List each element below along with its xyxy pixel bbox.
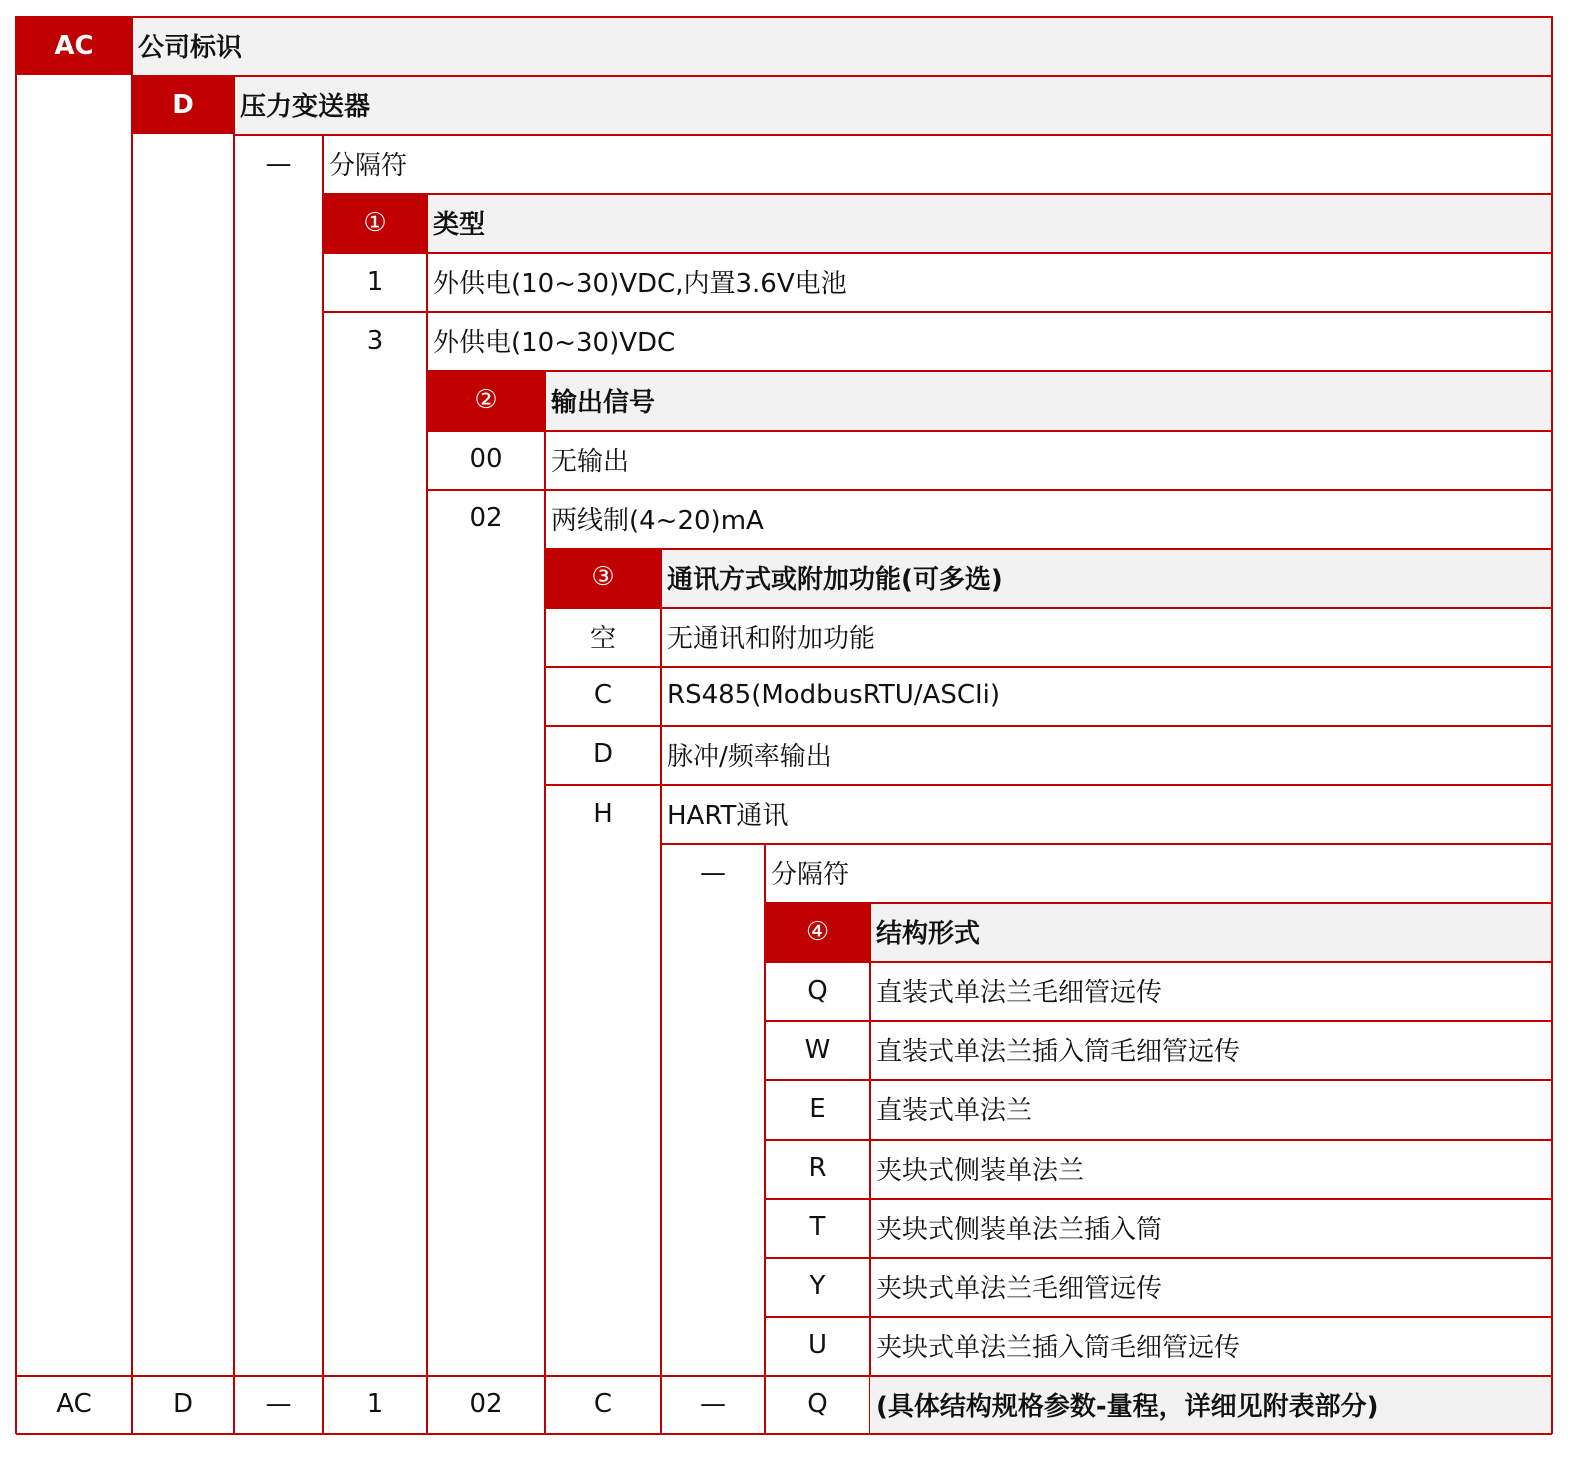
section-code: D [132,75,234,134]
grid-line [426,370,428,1374]
grid-line [544,548,546,1375]
grid-line [869,1079,871,1138]
option-code: 3 [366,325,384,356]
grid-line [233,75,235,134]
grid-line [323,252,1552,254]
option-code: Y [809,1271,826,1302]
option-code: U [807,1330,828,1361]
grid-line [323,311,1552,313]
option-desc: RS485(ModbusRTU/ASCIi) [667,680,1001,711]
example-code: — [700,1389,726,1420]
option-code: Q [807,975,828,1006]
grid-line [427,430,1552,432]
grid-line [1551,16,1553,1434]
example-code: C [593,1389,613,1420]
example-code: D [172,1389,194,1420]
option-code: D [592,739,614,770]
section-title: 输出信号 [545,370,1552,429]
grid-line [427,489,1552,491]
grid-line [545,607,1552,609]
option-desc: 夹块式侧装单法兰插入筒 [876,1214,1163,1245]
section-title: 结构形式 [870,902,1552,961]
option-desc: 外供电(10~30)VDC,内置3.6V电池 [433,269,847,300]
example-code: 1 [366,1389,384,1420]
grid-line [869,1139,871,1198]
option-desc: 夹块式侧装单法兰 [876,1155,1085,1186]
section-code: AC [16,16,132,75]
option-desc: 外供电(10~30)VDC [433,328,676,359]
option-code: 00 [469,444,503,475]
option-desc: 脉冲/频率输出 [667,741,832,772]
grid-line [15,16,17,1434]
grid-line [764,902,766,1375]
example-code: AC [56,1389,92,1420]
grid-line [544,430,546,489]
section-title: 类型 [427,193,1552,252]
grid-line [131,16,133,75]
option-code: — [265,148,292,179]
option-code: — [700,857,726,888]
section-code: ④ [765,902,870,961]
option-desc: 夹块式单法兰毛细管远传 [876,1273,1163,1304]
grid-line [660,843,662,1375]
option-desc: 无输出 [551,446,630,477]
grid-line [869,902,871,961]
grid-line [545,784,1552,786]
grid-line [660,784,662,843]
option-code: 空 [589,623,616,654]
grid-line [765,961,1552,963]
grid-line [16,1433,1552,1435]
option-desc: 直装式单法兰插入筒毛细管远传 [876,1037,1241,1068]
grid-line [765,1198,1552,1200]
grid-line [765,1257,1552,1259]
grid-line [869,1257,871,1316]
section-title: 压力变送器 [234,75,1552,134]
grid-line [16,1375,1552,1377]
grid-line [869,1316,871,1375]
example-note: (具体结构规格参数-量程，详细见附表部分) [870,1375,1552,1434]
grid-line [765,1139,1552,1141]
option-code: T [809,1212,826,1243]
grid-line [544,489,546,548]
option-desc: HART通讯 [667,801,789,832]
grid-line [426,311,428,370]
grid-line [322,193,324,1375]
section-title: 通讯方式或附加功能(可多选) [661,548,1552,607]
grid-line [765,1020,1552,1022]
section-title: 公司标识 [132,16,1552,75]
example-code: 02 [469,1389,503,1420]
option-code: W [804,1034,831,1065]
grid-line [427,370,1552,372]
grid-line [234,134,1552,136]
grid-line [765,902,1552,904]
grid-line [131,75,133,1375]
option-desc: 分隔符 [329,151,408,182]
example-code: Q [807,1389,828,1420]
option-desc: 两线制(4~20)mA [551,505,764,536]
option-code: C [593,680,613,711]
grid-line [869,961,871,1020]
grid-line [660,666,662,725]
section-code: ③ [545,548,661,607]
grid-line [661,843,1552,845]
option-desc: 夹块式单法兰插入筒毛细管远传 [876,1332,1241,1363]
option-code: E [809,1093,826,1124]
grid-line [660,548,662,607]
grid-line [322,134,324,193]
option-desc: 分隔符 [771,860,850,891]
grid-line [765,1316,1552,1318]
option-code: 1 [366,266,384,297]
section-code: ① [323,193,427,252]
option-code: H [593,798,613,829]
grid-line [660,725,662,784]
option-desc: 无通讯和附加功能 [667,623,876,654]
section-code: ② [427,370,545,429]
grid-line [233,134,235,1375]
grid-line [869,1020,871,1079]
grid-line [545,548,1552,550]
grid-line [765,1079,1552,1081]
grid-line [545,666,1552,668]
grid-line [426,193,428,252]
option-code: R [808,1153,827,1184]
example-code: — [265,1389,292,1420]
grid-line [426,252,428,311]
option-desc: 直装式单法兰 [876,1096,1033,1127]
option-code: 02 [469,503,503,534]
grid-line [132,75,1552,77]
grid-line [544,370,546,429]
grid-line [323,193,1552,195]
grid-line [545,725,1552,727]
grid-line [869,1198,871,1257]
option-desc: 直装式单法兰毛细管远传 [876,978,1163,1009]
grid-line [660,607,662,666]
grid-line [764,843,766,902]
grid-line [16,16,1552,18]
